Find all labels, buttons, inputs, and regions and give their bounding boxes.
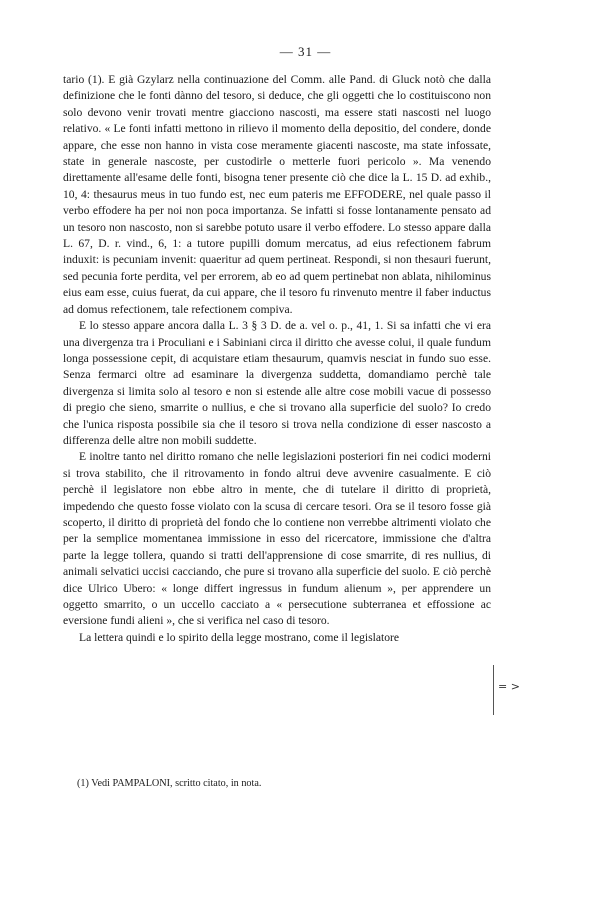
paragraph-2: E lo stesso appare ancora dalla L. 3 § 3 D. de a. vel o. p., 41, 1. Si sa infatti che vi era una divergenza tra i Proculiani e i Sabiniani circa il diritto che avesse colui, il quale fundum longa possessione cepit, di acquistare etiam thesaurum, quamvis nesciat in fundo suo esse. Senza fermarci oltre ad esaminare la divergenza suddetta, domandiamo perchè tale divergenza si limita solo al tesoro e non si estende alle altre cose mobili vacue di possesso di pregio che sieno, smarrite o nullius, e che si trovano alla superficie del suolo? Io credo che l'unica risposta possibile sia che il tesoro si trova nella condizione di esser nascosto a differenza delle altre non mobili suddette. [63,319,491,447]
paragraph-3: E inoltre tanto nel diritto romano che nelle legislazioni posteriori fin nei codici moderni si trova stabilito, che il ritrovamento in fondo altrui deve avvenire casualmente. E ciò perchè il legislatore non ebbe altro in mente, che di tutelare il diritto di proprietà, impedendo che questo fosse violato con la scusa di cercare tesori. Ora se il tesoro fosse già scoperto, il diritto di proprietà del fondo che lo contiene non verrebbe altrimenti violato che per la semplice momentanea immissione in esso del ricercatore, immissione che d'altra parte la legge tollera, quando si tratti dell'apprensione di cose smarrite, di res nullius, di animali selvatici uccisi cacciando, che pure si trovano alla superficie del suolo. E ciò perchè dice Ulrico Ubero: « longe differt ingressus in fundum alienum », per apprendere un oggetto smarrito, o un uccello cacciato a « persecutione subterranea et effossione ac eversione fundi alieni », che si verifica nel caso di tesoro. [63,450,491,628]
body-text [63,72,491,646]
footnote: (1) Vedi PAMPALONI, scritto citato, in nota. [77,778,262,789]
margin-mark-line [493,665,494,715]
paragraph-1: tario (1). E già Gzylarz nella continuazione del Comm. alle Pand. di Gluck notò che dalla definizione che le fonti dànno del tesoro, si deduce, che gli oggetti che lo costituiscono non solo devono venir trovati mentre giacciono nascosti, ma essere stati nascosti nel luogo relativo. « Le fonti infatti mettono in rilievo il momento della depositio, del condere, donde appare, che esse non hanno in vista cose meramente giacenti nascoste, ma state infossate, state in generale nascoste, per custodirle o metterle fuori pericolo ». Ma venendo direttamente all'esame delle fonti, bisogna tener presente ciò che dice la L. 15 D. ad exhib., 10, 4: thesaurus meus in tuo fundo est, nec eum pateris me EFFODERE, nel quale passo il verbo effodere ha per noi non poca importanza. Se infatti si fosse lontanamente pensato ad un tesoro non nascosto, non si sarebbe potuto usare il verbo effodere. Lo stesso appare dalla L. 67, D. r. vind., 6, 1: a tutore pupilli domum mercatus, ad eius refectionem fabrum induxit: is pecuniam invenit: quaeritur ad quem pertineat. Respondi, si non thesauri fuerunt, sed pecunia forte perdita, vel per errorem, ab eo ad quem pertinebat non ablata, nihilominus eius eam esse, cuius fuerat, da cui appare, che il tesoro fu rinvenuto mentre il faber inductus ad domus refectionem, tale refectionem compiva. [63,73,491,316]
paragraph-4: La lettera quindi e lo spirito della legge mostrano, come il legislatore [79,630,400,644]
margin-annotation: = > [498,680,520,693]
page-number: — 31 — [279,44,332,59]
